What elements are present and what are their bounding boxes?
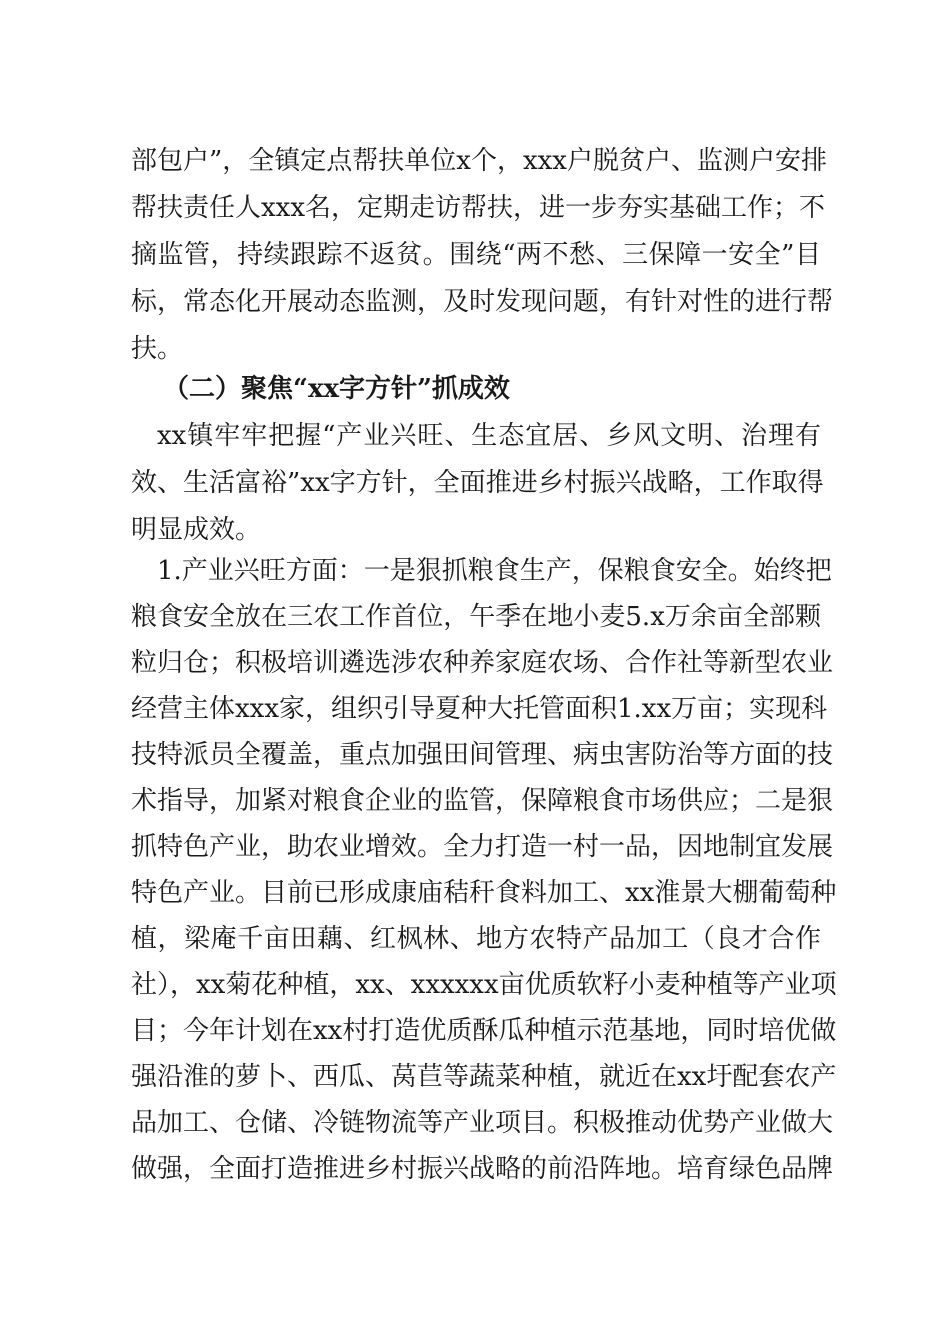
paragraph-line: 效、生活富裕”xx字方针，全面推进乡村振兴战略，工作取得 (131, 468, 824, 498)
paragraph-line: 技特派员全覆盖，重点加强田间管理、病虫害防治等方面的技 (131, 740, 834, 770)
paragraph-line: xx镇牢牢把握“产业兴旺、生态宜居、乡风文明、治理有 (157, 421, 821, 451)
paragraph-line: 强沿淮的萝卜、西瓜、莴苣等蔬菜种植，就近在xx圩配套农产 (131, 1062, 837, 1092)
paragraph-line: 特色产业。目前已形成康庙秸秆食料加工、xx淮景大棚葡萄种 (131, 878, 837, 908)
paragraph-line: 术指导，加紧对粮食企业的监管，保障粮食市场供应；二是狠 (131, 786, 834, 816)
paragraph-line: 帮扶责任人xxx名，定期走访帮扶，进一步夯实基础工作；不 (131, 193, 825, 223)
paragraph-line: 摘监管，持续跟踪不返贫。围绕“两不愁、三保障一安全”目 (131, 240, 821, 270)
paragraph-line: 1.产业兴旺方面：一是狠抓粮食生产，保粮食安全。始终把 (157, 556, 832, 586)
paragraph-line: 粮食安全放在三农工作首位，午季在地小麦5.x万余亩全部颗 (131, 602, 821, 632)
paragraph-line: 做强，全面打造推进乡村振兴战略的前沿阵地。培育绿色品牌 (131, 1154, 834, 1184)
paragraph-line: 目；今年计划在xx村打造优质酥瓜种植示范基地，同时培优做 (131, 1016, 837, 1046)
paragraph-line: 品加工、仓储、冷链物流等产业项目。积极推动优势产业做大 (131, 1108, 834, 1138)
paragraph-line: 社），xx菊花种植，xx、xxxxxx亩优质软籽小麦种植等产业项 (131, 970, 837, 1000)
paragraph-line: 经营主体xxx家，组织引导夏种大托管面积1.xx万亩；实现科 (131, 694, 828, 724)
paragraph-line: 抓特色产业，助农业增效。全力打造一村一品，因地制宜发展 (131, 832, 834, 862)
section-heading: （二）聚焦“xx字方针”抓成效 (163, 374, 510, 404)
paragraph-line: 植，梁庵千亩田藕、红枫林、地方农特产品加工（良才合作 (131, 924, 821, 954)
paragraph-line: 部包户”，全镇定点帮扶单位x个，xxx户脱贫户、监测户安排 (131, 146, 827, 176)
paragraph-line: 明显成效。 (131, 515, 262, 545)
paragraph-line: 粒归仓；积极培训遴选涉农种养家庭农场、合作社等新型农业 (131, 648, 834, 678)
paragraph-line: 标，常态化开展动态监测，及时发现问题，有针对性的进行帮 (131, 287, 834, 317)
paragraph-line: 扶。 (131, 334, 184, 364)
